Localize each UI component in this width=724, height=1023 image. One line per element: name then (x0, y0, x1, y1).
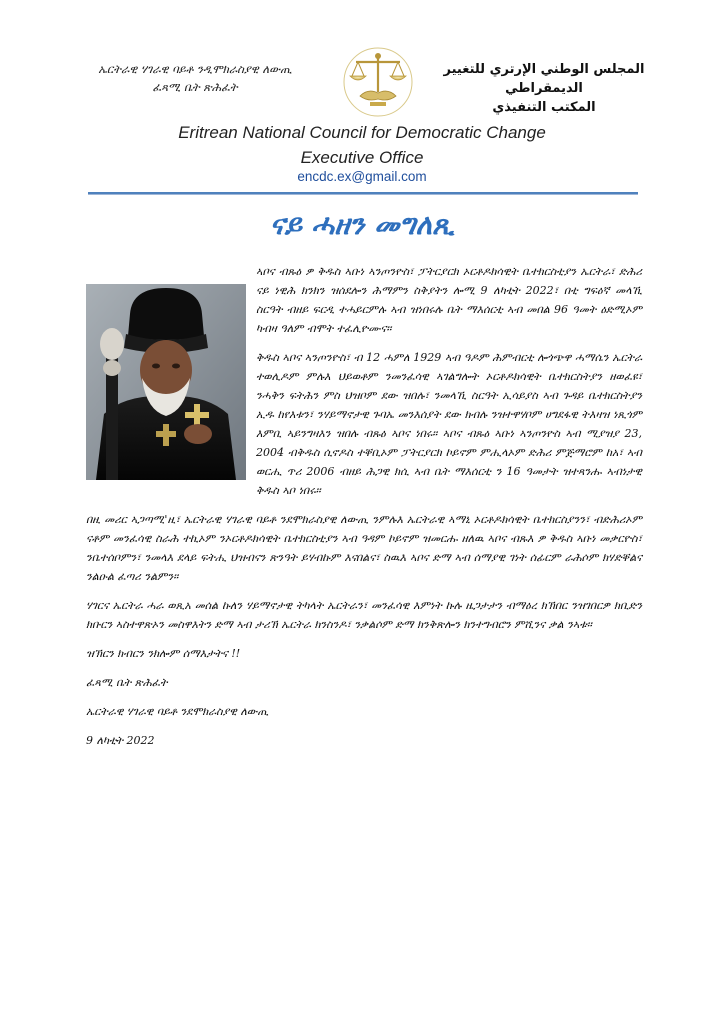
page-title: ናይ ሓዘን መግለጺ (269, 208, 455, 241)
paragraph-4: ሃገርና ኤርትራ ሓራ ወጺአ መሰል ኩለን ሃይማኖታዊ ትካላት ኤርትራን፣ መንፈሳዊ እምነት ኩሉ ዜጋታታን ብማዕረ ክኽበር ንዝገበርዎ ክቢድን ክቡርን ኣስተዋጽኦን መስዋእትን ድማ ኣብ ታሪኽ ኤርትራ ክንስንዶ፣ ንቃልሶም ድማ ክንቅጽሎን ክንተግብሮን ምሺንና ቃል ንኣቱ። (86, 599, 642, 631)
header-left-line1: ኤርትራዊ ሃገራዊ ባይቶ ንዲሞክራስያዊ ለውጢ (98, 62, 292, 76)
header-right-org (414, 60, 674, 117)
header-divider (88, 192, 638, 194)
office-name: Executive Office (300, 148, 424, 167)
letter-body (86, 262, 642, 760)
paragraph-2: ቅዱስ ኣቦና ኣንጦንዮስ፣ ብ 12 ሓምለ 1929 ኣብ ዓዶም ሕምብርቲ ሎጎጭዋ ሓማሴን ኤርትራ ተወሊዶም ምሉእ ህይወቶም ንመንፈሳዊ ኣገልግሎት ኦርቶዶክሳዊት ቤተክርስትያን ዘወፈዩ፣ ንሓቅን ፍትሕን ምስ ህዝቦም ደው ዝበሉ፣ ንመላኺ ስርዓት ኢሳይያስ ኣብ ጉዳይ ቤተክርስትያን ኢዱ ከየእቱን፣ ንሃይማኖታዊ ጉባኤ መንእሰያት ደው ክብሉ ንዝተዋሃቦም ሀግደፋዊ ትእዛዝ ነጺጎም እምቢ ኣይንግዛእን ዝበሉ ብጹዕ ኣቦና ነበሩ። ኣቦና ብጹዕ ኣቡነ ኣንጦንዮስ ኣብ ሚያዝያ 23, 2004 ብቅዱስ ሲኖዶስ ተቐቢኦም ፓትርያርክ ኮይኖም ምሒላኦም ድሕሪ ምጅማሮም ከአ፣ ኣብ ወርሒ ጥሪ 2006 ብዘይ ሕጋዊ ክሲ ኣብ ቤት ማእሰርቲ ን 16 ዓመታት ዝተጻንሑ ኣብነታዊ ቅዱስ ኣቦ ነበሩ። (256, 351, 642, 497)
header-right-line1: المجلس الوطني الإرتري للتغيير الديمقراطي (443, 62, 645, 96)
header-left-org (60, 60, 330, 96)
paragraph-3: በዚ መሪር ኣጋጣሚ'ዚ፣ ኤርትራዊ ሃገራዊ ባይቶ ንደሞክራስያዊ ለውጢ ንምሉእ ኤርትራዊ ኣማኒ ኦርቶዶክሳዊት ቤተክርስያንን፣ ብድሕሪኦም ናቶም መንፈሳዊ ስራሕ ተኪኦም ንኦርቶዶክሳዊት ቤተክርስቲያን ኣብ ዓዳም ኮይኖም ዝመርሑ ዘለዉ ኣቦና ብጹእ ዎ ቅዱስ ኣቡነ መቃርዮስ፣ ንቤተሰቦምን፣ ንመላእ ደላይ ፍትሒ ህዝብናን ጽንዓት ይሃብኩም እናበልና፣ ስዉእ ኣቦና ድማ ኣብ ሰማያዊ ገነት ሰፊርም ራሕሶም ክሃድቐልና ንልዑል ፈጣሪ ንልምን። (86, 513, 642, 583)
email-link[interactable]: encdc.ex@gmail.com (297, 169, 427, 184)
paragraph-1: ኣቦና ብጹዕ ዎ ቅዱስ ኣቡነ ኣንጦንዮስ፣ ፓትርያርክ ኦርቶዶክሳዊት ቤተክርስቲያን ኤርትራ፣ ድሕሪ ናይ ነዊሕ ክንክን ዝሰደሎን ሕማምን ስቅያትን ሎሚ 9 ለካቲት 2022፣ በቲ ግፍዕኛ መላኺ ስርዓት ብዘይ ፍርዲ ተሓይርምሉ ኣብ ዝነበሩሉ ቤት ማእሰርቲ ኣብ መበል 96 ዓመት ዕድሚኦም ካብዛ ዓለም ብሞት ተፈሊዮሙና። (256, 265, 642, 335)
scales-handshake-logo-icon (342, 46, 414, 118)
org-name-block (0, 120, 724, 170)
letter-date: 9 ለካቲት 2022 (86, 734, 155, 747)
signature-org: ኤርትራዊ ሃገራዊ ባይቶ ንደሞክራስያዊ ለውጢ (86, 705, 269, 718)
photo-spacer (86, 262, 256, 484)
closing-line: ዝኽርን ክብርን ንክሎም ሰማእታትና !! (86, 647, 241, 660)
header-left-line2: ፈጻሚ ቤት ጽሕፈት (152, 80, 238, 94)
org-name: Eritrean National Council for Democratic Change (178, 123, 546, 142)
header-right-line2: المكتب التنفيذي (492, 100, 596, 115)
signature-office: ፈጻሚ ቤት ጽሕፈት (86, 676, 168, 689)
